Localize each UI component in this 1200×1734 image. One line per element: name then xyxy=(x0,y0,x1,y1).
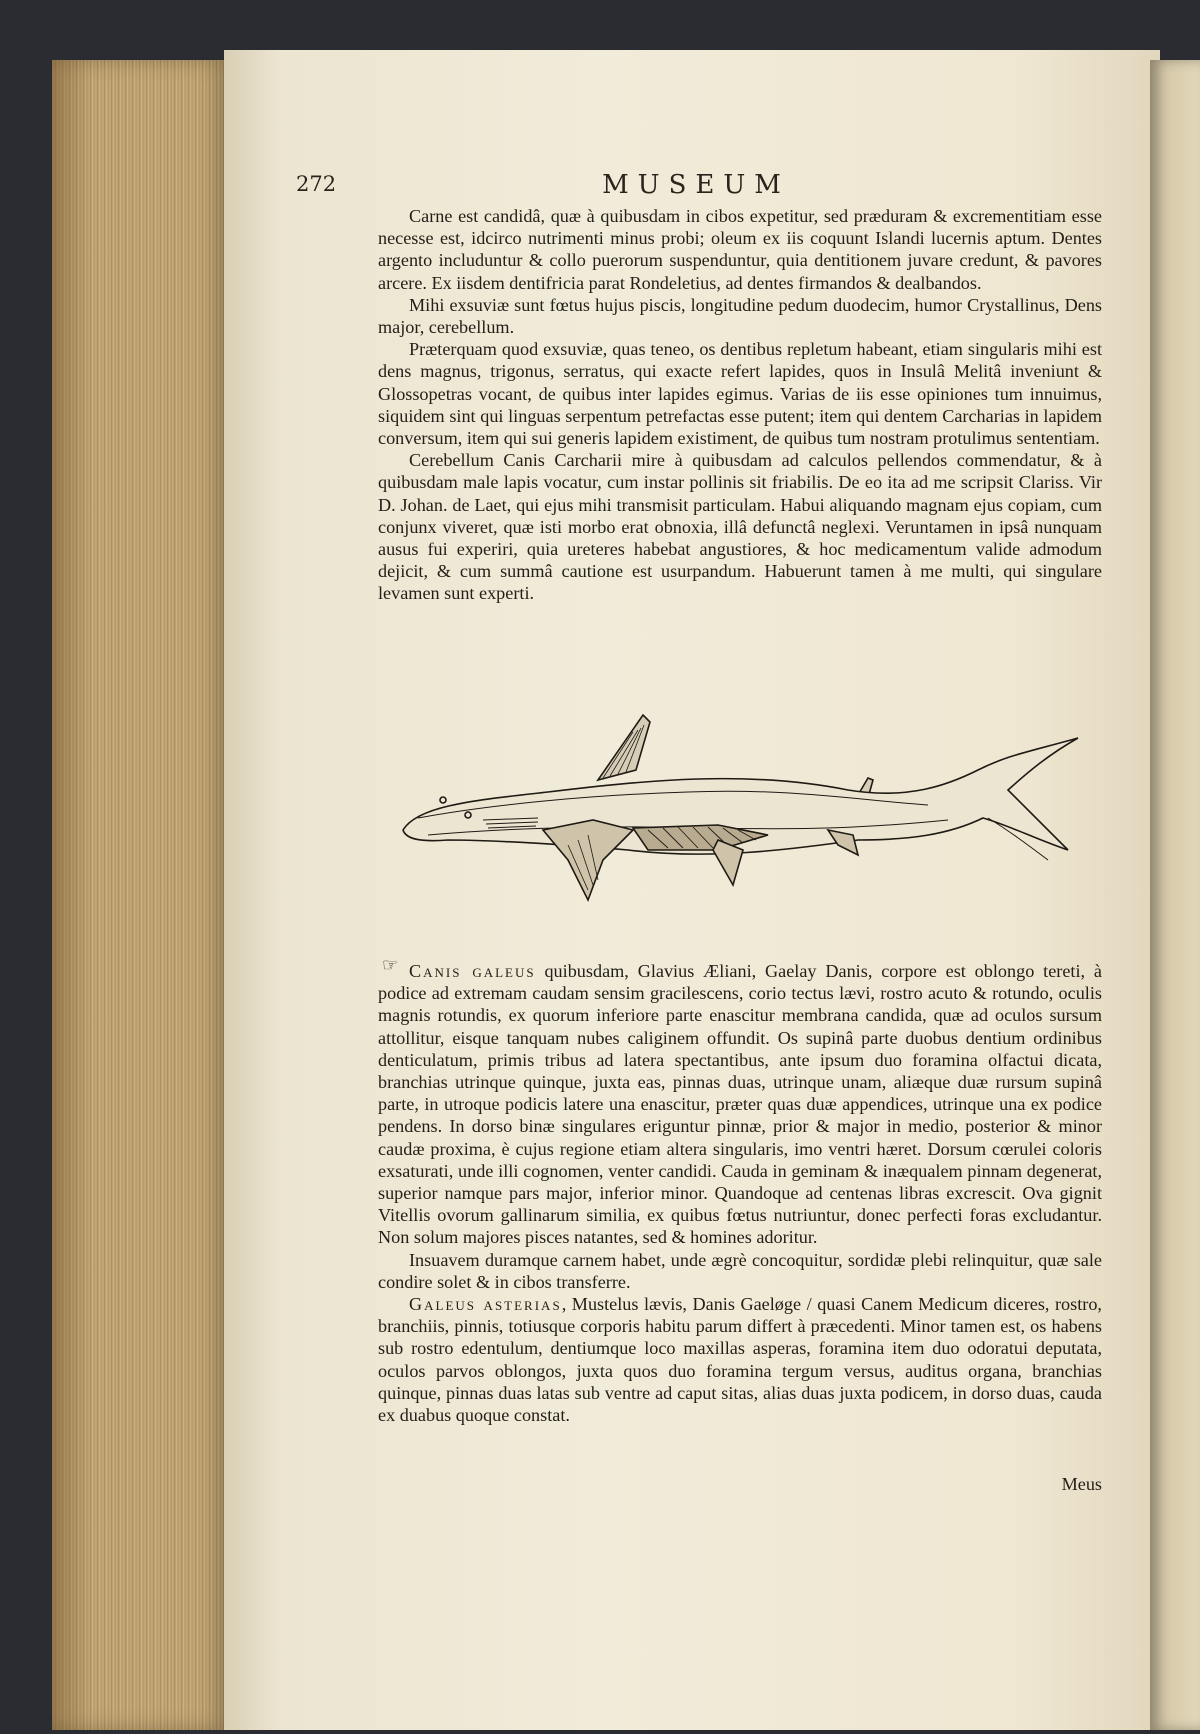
paragraph-body: quibusdam, Glavius Æliani, Gaelay Danis, corpore est oblongo tereti, à podice ad extremam caudam sensim gracilescens, corio tectus lævi, rostro acuto & rotundo, oculis magnis rotundis, ex quorum inferiore parte enascitur membrana candida, quæ ad oculos sursum attollitur, eisque tanquam nubes caliginem offundit. Os supinâ parte duobus dentium ordinibus denticulatum, primis tribus ad latera spectantibus, ante ipsum duo foramina olfactui dicata, branchias utrinque quinque, juxta eas, pinnas duas, utrinque unam, aliæque duæ rursum supinâ parte, in utroque podicis latere una enascitur, præter quas duæ appendices, utrinque una ex podice pendens. In dorso binæ singulares eriguntur pinnæ, prior & major in medio, posterior & minor caudæ proxima, è cujus regione etiam altera singularis, imo ventri hæret. Dorsum cœrulei coloris exsaturati, unde illi cognomen, venter candidi. Cauda in geminam & inæqualem pinnam degenerat, superior namque pars major, inferior minor. Quandoque ad centenas libras excrescit. Ova gignit Vitellis ovorum gallinarum similia, ex quibus fœtus nutriuntur, donec perfecti foras excludantur. Non solum majores pisces natantes, sed & homines adoritur. xyxy=(378,961,1102,1248)
margin-mark: ☞ xyxy=(382,955,399,976)
page-number: 272 xyxy=(296,172,337,196)
paragraph xyxy=(378,960,1102,1249)
paragraph: Cerebellum Canis Carcharii mire à quibusdam ad calculos pellendos commendatur, & à quibusdam male lapis vocatur, cum instar pollinis sit friabilis. De eo ita ad me scripsit Clariss. Vir D. Johan. de Laet, qui ejus mihi transmisit particulam. Habui aliquando magnam ejus copiam, cum conjunx viveret, quæ isti morbo erat obnoxia, illâ defunctâ neglexi. Veruntamen in ipsâ nunquam ausus fui experiri, quia ureteres habebat angustiores, & hoc medicamentum valide admodum dejicit, & cum summâ cautione est usurpandum. Habuerunt tamen à me multi, qui singulare levamen sunt experti. xyxy=(378,450,1102,604)
species-name: Canis galeus xyxy=(409,961,536,981)
species-name: Galeus asterias xyxy=(409,1294,562,1315)
book-page-edges xyxy=(52,60,227,1730)
paragraph: Præterquam quod exsuviæ, quas teneo, os dentibus repletum habeant, etiam singularis mihi est dens magnus, trigonus, serratus, qui exacte refert lapides, quos in Insulâ Melitâ inveniunt & Glossopetras vocant, de quibus inter lapides egimus. Varias de iis esse opiniones tum innuimus, siquidem sint qui linguas serpentum petrefactas esse putent; item qui dentem Carcharias in lapidem conversum, item qui sui generis lapidem existiment, de quibus tum nostram protulimus sententiam. xyxy=(378,339,1102,449)
shark-woodcut-illustration xyxy=(388,700,1128,940)
catchword: Meus xyxy=(1061,1474,1102,1494)
paragraph: Carne est candidâ, quæ à quibusdam in cibos expetitur, sed præduram & excrementitiam esse necesse est, idcirco nutrimenti minus probi; oleum ex iis coquunt Islandi lucernis aptum. Dentes argento includuntur & collo puerorum suspenduntur, quia dentitionem juvare credunt, & pavores arcere. Ex iisdem dentifricia parat Rondeletius, ad dentes firmandos & dealbandos. xyxy=(378,206,1102,293)
page-header xyxy=(296,170,1096,204)
upper-text-block xyxy=(378,205,1102,605)
paragraph: Insuavem duramque carnem habet, unde ægrè concoquitur, sordidæ plebi relinquitur, quæ sale condire solet & in cibos transferre. xyxy=(378,1249,1102,1292)
lower-text-block xyxy=(378,960,1102,1426)
paragraph-body: , Mustelus lævis, Danis Gaeløge / quasi Canem Medicum diceres, rostro, branchiis, pinnis, totiusque corporis habitu parum differt à præcedenti. Minor tamen est, os habens sub rostro edentulum, dentiumque loco maxillas asperas, foramina item duo odoratui deputata, oculos parvos oblongos, juxta quos duo foramina tergum versus, auditus organa, branchias quinque, pinnas duas latas sub ventre ad caput sitas, alias duas juxta podicem, in dorso duas, cauda ex duabus quoque constat. xyxy=(378,1294,1102,1426)
paragraph xyxy=(378,1293,1102,1426)
facing-page-edge xyxy=(1150,60,1200,1730)
paragraph: Mihi exsuviæ sunt fœtus hujus piscis, longitudine pedum duodecim, humor Crystallinus, Dens major, cerebellum. xyxy=(378,294,1102,338)
running-head: MUSEUM xyxy=(602,170,790,200)
